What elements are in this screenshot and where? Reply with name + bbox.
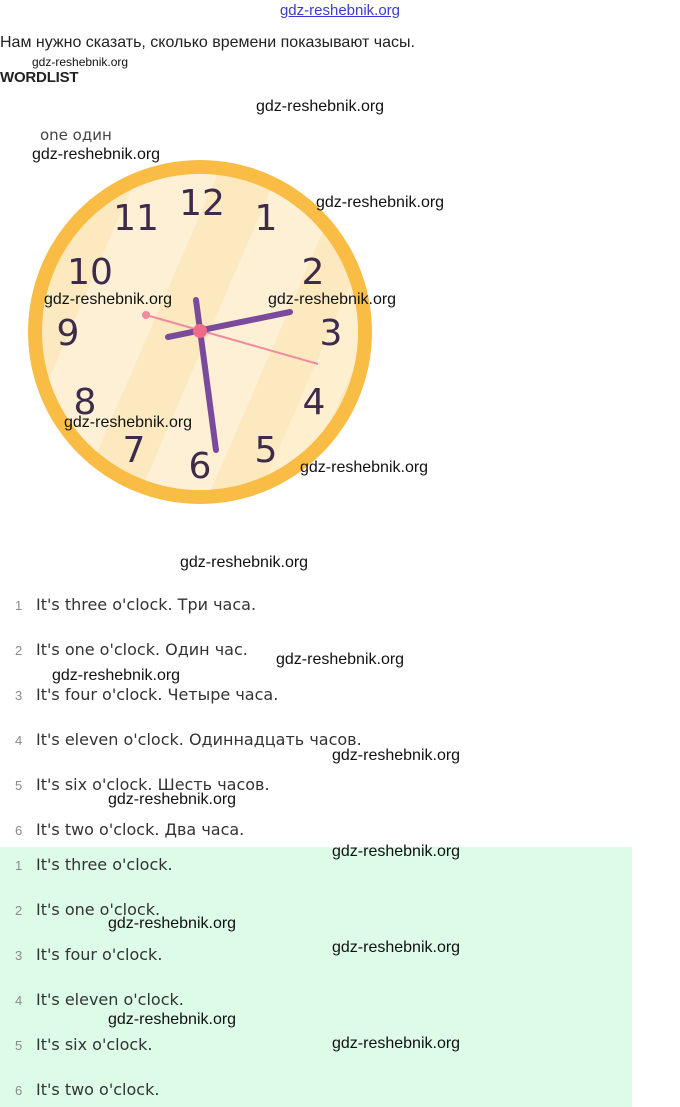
answer-row-text: It's eleven o'clock.: [36, 990, 184, 1009]
answer-row-number: 2: [15, 903, 23, 918]
translation-row-text: It's four o'clock. Четыре часа.: [36, 685, 279, 704]
watermark-text: gdz-reshebnik.org: [316, 194, 445, 211]
translation-row-number: 5: [15, 778, 23, 793]
wordlist-heading: WORDLIST: [0, 69, 79, 86]
clock-number-8: 8: [73, 382, 97, 423]
second-hand-tail-dot: [142, 311, 150, 319]
clock-number-12: 12: [179, 183, 225, 224]
translation-row-number: 1: [15, 598, 23, 613]
translation-row-text: It's six o'clock. Шесть часов.: [36, 775, 270, 794]
cut-off-wordlist-row: one один: [40, 126, 112, 144]
answer-row-number: 6: [15, 1083, 23, 1098]
watermark-text: gdz-reshebnik.org: [276, 651, 405, 668]
answer-row-number: 4: [15, 993, 23, 1008]
clock-number-7: 7: [122, 430, 146, 471]
watermark-text: gdz-reshebnik.org: [300, 459, 429, 476]
answer-row-number: 3: [15, 948, 23, 963]
clock-number-4: 4: [302, 382, 326, 423]
watermark-text: gdz-reshebnik.org: [332, 843, 461, 860]
watermark-text: gdz-reshebnik.org: [32, 55, 129, 69]
clock-number-9: 9: [56, 313, 80, 354]
clock-number-3: 3: [319, 313, 343, 354]
watermark-text: gdz-reshebnik.org: [32, 146, 161, 163]
answer-row-text: It's six o'clock.: [36, 1035, 153, 1054]
task-intro: Нам нужно сказать, сколько времени показывают часы.: [0, 34, 415, 51]
watermark-text: gdz-reshebnik.org: [332, 747, 461, 764]
watermark-text: gdz-reshebnik.org: [268, 291, 397, 308]
clock-number-5: 5: [254, 430, 278, 471]
clock-number-10: 10: [67, 252, 113, 293]
watermark-text: gdz-reshebnik.org: [332, 1035, 461, 1052]
translation-row-number: 6: [15, 823, 23, 838]
watermark-text: gdz-reshebnik.org: [332, 939, 461, 956]
translation-row-text: It's eleven o'clock. Одиннадцать часов.: [36, 730, 362, 749]
translation-row-number: 4: [15, 733, 23, 748]
answer-row-text: It's four o'clock.: [36, 945, 163, 964]
watermark-text: gdz-reshebnik.org: [64, 414, 193, 431]
watermark-text: gdz-reshebnik.org: [108, 791, 237, 808]
watermark-text: gdz-reshebnik.org: [52, 667, 181, 684]
watermark-text: gdz-reshebnik.org: [256, 98, 385, 115]
watermark-text: gdz-reshebnik.org: [44, 291, 173, 308]
answer-row-text: It's three o'clock.: [36, 855, 173, 874]
answer-row-text: It's one o'clock.: [36, 900, 161, 919]
translation-row-text: It's one o'clock. Один час.: [36, 640, 248, 659]
answer-row-number: 5: [15, 1038, 23, 1053]
answer-row-text: It's two o'clock.: [36, 1080, 160, 1099]
clock-number-11: 11: [113, 198, 159, 239]
watermark-text: gdz-reshebnik.org: [180, 554, 309, 571]
site-link[interactable]: gdz-reshebnik.org: [279, 2, 401, 19]
answer-row-number: 1: [15, 858, 23, 873]
clock-number-6: 6: [188, 446, 212, 487]
clock-number-2: 2: [301, 252, 325, 293]
watermark-text: gdz-reshebnik.org: [108, 915, 237, 932]
translation-row-text: It's three o'clock. Три часа.: [36, 595, 257, 614]
clock-number-1: 1: [254, 198, 278, 239]
watermark-text: gdz-reshebnik.org: [108, 1011, 237, 1028]
translation-row-number: 3: [15, 688, 23, 703]
clock-center-pin: [193, 324, 207, 338]
translation-row-number: 2: [15, 643, 23, 658]
answers-panel: [0, 847, 632, 1107]
translation-row-text: It's two o'clock. Два часа.: [36, 820, 245, 839]
